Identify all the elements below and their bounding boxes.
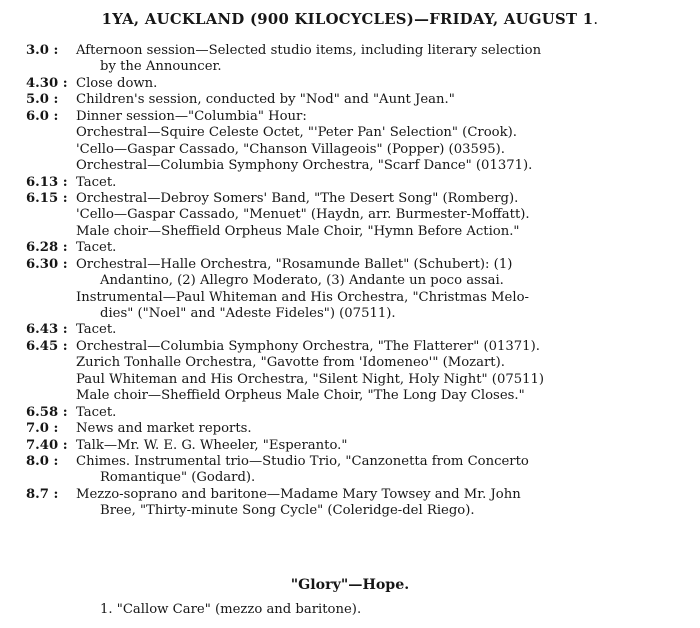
entry-line: Tacet. <box>76 322 117 338</box>
entry-line: Instrumental—Paul Whiteman and His Orchestra, "Christmas Melo- <box>76 289 529 305</box>
entry-line: Tacet. <box>76 174 117 190</box>
entry-time: 8.0 : <box>26 453 59 469</box>
entry-body <box>76 240 691 256</box>
entry-time: 6.45 : <box>26 338 68 354</box>
entry-line: Paul Whiteman and His Orchestra, "Silent Night, Holy Night" (07511) <box>76 371 545 387</box>
entry-body <box>76 487 691 520</box>
entry-body <box>76 322 691 338</box>
entry-time: 6.58 : <box>26 404 68 420</box>
entry-body <box>76 339 691 405</box>
entry-time: 7.40 : <box>26 437 68 453</box>
entry-line: dies" ("Noel" and "Adeste Fideles") (07511). <box>100 306 396 321</box>
schedule-entry <box>26 175 691 191</box>
entry-line: Chimes. Instrumental trio—Studio Trio, "Canzonetta from Concerto <box>76 453 529 469</box>
schedule-entry <box>26 454 691 487</box>
entry-body <box>76 76 691 92</box>
schedule-list <box>26 43 691 520</box>
entry-time: 6.0 : <box>26 108 59 124</box>
schedule-entry <box>26 339 691 405</box>
entry-time: 8.7 : <box>26 486 59 502</box>
entry-line: Male choir—Sheffield Orpheus Male Choir, "The Long Day Closes." <box>76 388 525 404</box>
section-heading: "Glory"—Hope. <box>290 577 410 593</box>
entry-line: Male choir—Sheffield Orpheus Male Choir, "Hymn Before Action." <box>76 223 520 239</box>
entry-body <box>76 175 691 191</box>
entry-line: Afternoon session—Selected studio items, including literary selection <box>76 43 542 58</box>
entry-line: Tacet. <box>76 404 117 420</box>
title-suffix: . <box>593 11 599 28</box>
schedule-entry <box>26 487 691 520</box>
entry-line: Orchestral—Columbia Symphony Orchestra, "The Flatterer" (01371). <box>76 338 540 354</box>
entry-time: 4.30 : <box>26 75 68 91</box>
page-title <box>0 11 700 28</box>
schedule-entry <box>26 92 691 108</box>
schedule-entry <box>26 109 691 175</box>
entry-body <box>76 257 691 323</box>
entry-line: 'Cello—Gaspar Cassado, "Menuet" (Haydn, arr. Burmester-Moffatt). <box>76 207 530 223</box>
entry-time: 6.28 : <box>26 240 68 256</box>
entry-body <box>76 92 691 108</box>
entry-line: 'Cello—Gaspar Cassado, "Chanson Villageois" (Popper) (03595). <box>76 141 505 157</box>
entry-time: 6.43 : <box>26 322 68 338</box>
entry-line: Tacet. <box>76 240 117 256</box>
entry-line: Bree, "Thirty-minute Song Cycle" (Coleridge-del Riego). <box>100 503 475 519</box>
entry-time: 6.13 : <box>26 174 68 190</box>
entry-body <box>76 191 691 240</box>
entry-time: 5.0 : <box>26 92 59 108</box>
entry-time: 3.0 : <box>26 43 59 58</box>
entry-body <box>76 109 691 175</box>
entry-line: Dinner session—"Columbia" Hour: <box>76 108 307 124</box>
entry-line: Close down. <box>76 75 158 91</box>
entry-line: Talk—Mr. W. E. G. Wheeler, "Esperanto." <box>76 437 348 453</box>
schedule-entry <box>26 76 691 92</box>
entry-body <box>76 438 691 454</box>
title-main: 1YA, AUCKLAND (900 KILOCYCLES)—FRIDAY, AUGUST 1 <box>101 11 594 28</box>
entry-line: News and market reports. <box>76 421 252 437</box>
schedule-entry <box>26 191 691 240</box>
entry-line: Orchestral—Halle Orchestra, "Rosamunde Ballet" (Schubert): (1) <box>76 256 513 272</box>
entry-line: by the Announcer. <box>100 59 222 75</box>
entry-body <box>76 43 691 76</box>
entry-line: Orchestral—Columbia Symphony Orchestra, "Scarf Dance" (01371). <box>76 158 533 174</box>
entry-time: 7.0 : <box>26 421 59 437</box>
schedule-entry <box>26 421 691 437</box>
entry-line: Orchestral—Debroy Somers' Band, "The Desert Song" (Romberg). <box>76 190 519 206</box>
entry-time: 6.30 : <box>26 256 68 272</box>
entry-line: Romantique" (Godard). <box>100 470 256 486</box>
schedule-entry <box>26 240 691 256</box>
entry-time: 6.15 : <box>26 190 68 206</box>
entry-line: Mezzo-soprano and baritone—Madame Mary Towsey and Mr. John <box>76 486 521 502</box>
entry-line: Orchestral—Squire Celeste Octet, "'Peter Pan' Selection" (Crook). <box>76 125 517 141</box>
schedule-entry <box>26 43 691 76</box>
entry-line: Children's session, conducted by "Nod" and "Aunt Jean." <box>76 92 455 108</box>
entry-line: Zurich Tonhalle Orchestra, "Gavotte from 'Idomeneo'" (Mozart). <box>76 355 505 371</box>
entry-body <box>76 421 691 437</box>
entry-body <box>76 454 691 487</box>
entry-line: Andantino, (2) Allegro Moderato, (3) Andante un poco assai. <box>100 273 504 289</box>
schedule-entry <box>26 257 691 323</box>
schedule-entry <box>26 322 691 338</box>
schedule-entry <box>26 438 691 454</box>
program-item: 1. "Callow Care" (mezzo and baritone). <box>100 602 362 617</box>
schedule-entry <box>26 405 691 421</box>
entry-body <box>76 405 691 421</box>
